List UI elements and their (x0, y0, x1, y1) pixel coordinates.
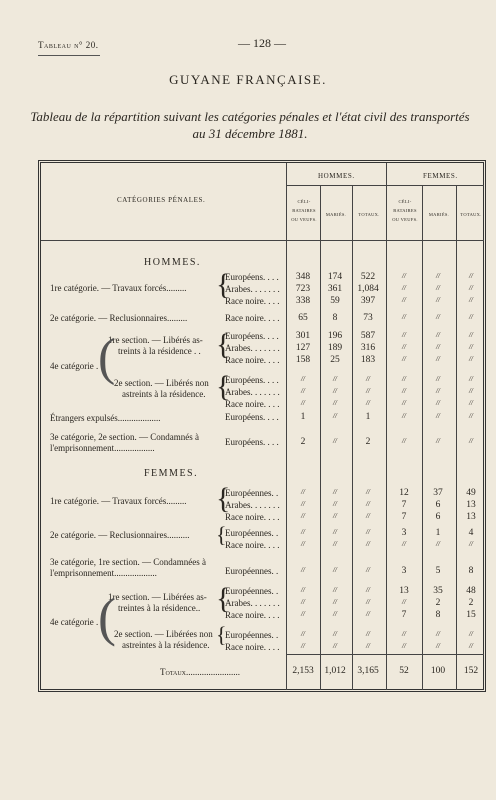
table-cell: // (366, 375, 370, 383)
brace: ( (98, 329, 116, 386)
table-cell: 25 (330, 355, 340, 365)
table-cell: // (436, 387, 440, 395)
row-ethnicity: Race noire. . . . (225, 642, 280, 652)
brace: { (216, 268, 231, 301)
table-cell: 1,084 (357, 284, 379, 294)
total-cell: 3,165 (357, 666, 379, 676)
table-cell: // (402, 387, 406, 395)
col-header-totaux-f: TOTAUX. (460, 212, 482, 217)
row-ethnicity: Européennes. . (225, 630, 279, 640)
table-cell: // (436, 642, 440, 650)
table-cell: 49 (466, 488, 476, 498)
row-ethnicity: Arabes. . . . . . . (225, 598, 280, 608)
table-cell: // (402, 412, 406, 420)
table-cell: 13 (466, 500, 476, 510)
table-cell: // (333, 512, 337, 520)
row-ethnicity: Arabes. . . . . . . (225, 284, 280, 294)
table-cell: // (402, 355, 406, 363)
row-ethnicity: Européens. . . . (225, 437, 279, 447)
table-cell: 59 (330, 296, 340, 306)
table-cell: 158 (295, 355, 311, 365)
table-cell: // (469, 642, 473, 650)
col-header-totaux-h: TOTAUX. (358, 212, 380, 217)
table-cell: // (436, 630, 440, 638)
table-cell: // (333, 375, 337, 383)
label-f-cat1: 1re catégorie. — Travaux forcés......... (50, 496, 187, 506)
table-cell: // (402, 630, 406, 638)
table-number: Tableau n° 20. (38, 40, 99, 50)
table-cell: // (333, 528, 337, 536)
table-cell: // (469, 355, 473, 363)
table-cell: // (402, 598, 406, 606)
table-cell: // (301, 540, 305, 548)
header-bottom-rule (41, 240, 484, 241)
table-cell: // (436, 284, 440, 292)
table-cell: // (333, 399, 337, 407)
table-cell: // (366, 399, 370, 407)
table-cell: // (469, 313, 473, 321)
table-cell: // (436, 313, 440, 321)
table-cell: // (301, 610, 305, 618)
table-cell: // (436, 540, 440, 548)
brace: ( (98, 587, 116, 647)
table-cell: // (333, 387, 337, 395)
table-cell: 13 (466, 512, 476, 522)
table-cell: 48 (466, 586, 476, 596)
table-cell: // (366, 598, 370, 606)
label-f-cat4: 4e catégorie . . (50, 617, 103, 627)
table-cell: // (436, 331, 440, 339)
table-cell: // (469, 387, 473, 395)
col-header-categories: CATÉGORIES PÉNALES. (117, 196, 206, 204)
table-cell: 1 (365, 412, 371, 422)
table-cell: 37 (433, 488, 443, 498)
brace: { (216, 582, 231, 615)
table-cell: // (366, 387, 370, 395)
table-cell: // (436, 296, 440, 304)
table-cell: 8 (435, 610, 441, 620)
label-h-cat4: 4e catégorie . . (50, 361, 103, 371)
table-cell: // (301, 566, 305, 574)
row-ethnicity: Arabes. . . . . . . (225, 343, 280, 353)
header-rule (286, 185, 484, 186)
table-cell: 8 (332, 313, 338, 323)
row-ethnicity: Européennes. . (225, 488, 279, 498)
table-cell: 127 (295, 343, 311, 353)
table-cell: 189 (327, 343, 343, 353)
table-cell: // (469, 343, 473, 351)
table-cell: 5 (435, 566, 441, 576)
row-ethnicity: Européens. . . . (225, 412, 279, 422)
table-cell: // (436, 375, 440, 383)
table-cell: // (333, 412, 337, 420)
label-h-cat4-s1b: treints à la résidence . . (118, 346, 201, 356)
col-header-femmes: FEMMES. (423, 172, 458, 180)
table-cell: // (366, 586, 370, 594)
table-cell: // (469, 630, 473, 638)
table-cell: // (301, 399, 305, 407)
table-cell: 35 (433, 586, 443, 596)
table-cell: 7 (401, 512, 407, 522)
table-cell: // (333, 566, 337, 574)
table-cell: 397 (360, 296, 376, 306)
table-cell: // (333, 586, 337, 594)
table-cell: // (402, 296, 406, 304)
table-cell: // (301, 488, 305, 496)
row-ethnicity: Race noire. . . . (225, 313, 280, 323)
label-h-cat4-s2b: astreints à la résidence. (122, 389, 206, 399)
table-cell: 15 (466, 610, 476, 620)
table-cell: // (402, 540, 406, 548)
label-h-cat3b: l'emprisonnement.................. (50, 443, 155, 453)
table-cell: 196 (327, 331, 343, 341)
section-hommes: HOMMES. (144, 257, 201, 268)
table-cell: 301 (295, 331, 311, 341)
table-cell: 8 (468, 566, 474, 576)
table-cell: // (469, 399, 473, 407)
col-divider (422, 186, 423, 690)
table-cell: // (366, 528, 370, 536)
col-header-celibataires-f: CÉLI-BATAIRES OU VEUFS. (392, 199, 418, 222)
table-cell: // (402, 272, 406, 280)
label-f-cat3a: 3e catégorie, 1re section. — Condamnées à (50, 557, 206, 567)
col-header-maries-f: MARIÉS. (428, 212, 450, 217)
table-cell: // (301, 528, 305, 536)
row-ethnicity: Race noire. . . . (225, 355, 280, 365)
table-cell: // (333, 630, 337, 638)
table-cell: // (366, 512, 370, 520)
row-ethnicity: Race noire. . . . (225, 399, 280, 409)
table-cell: // (301, 630, 305, 638)
table-cell: 587 (360, 331, 376, 341)
label-f-cat4-s1a: 1re section. — Libérées as- (108, 592, 207, 602)
table-cell: 348 (295, 272, 311, 282)
label-h-cat4-s1a: 1re section. — Libérés as- (108, 335, 203, 345)
table-subtitle: Tableau de la répartition suivant les catégories pénales et l'état civil des transportés au 31 décembre 1881. (30, 109, 470, 141)
page-title: GUYANE FRANÇAISE. (169, 72, 327, 87)
col-divider (386, 163, 387, 690)
row-ethnicity: Race noire. . . . (225, 610, 280, 620)
table-cell: 723 (295, 284, 311, 294)
table-cell: 1 (300, 412, 306, 422)
label-f-cat4-s2b: astreintes à la résidence. (122, 640, 210, 650)
table-cell: // (366, 630, 370, 638)
label-etrangers: Étrangers expulsés................... (50, 413, 161, 423)
table-cell: // (333, 500, 337, 508)
row-ethnicity: Race noire. . . . (225, 512, 280, 522)
table-cell: // (301, 500, 305, 508)
table-cell: 174 (327, 272, 343, 282)
table-cell: 13 (399, 586, 409, 596)
table-cell: // (366, 488, 370, 496)
table-cell: // (436, 412, 440, 420)
brace: { (216, 622, 227, 647)
table-cell: // (402, 343, 406, 351)
col-header-celibataires-h: CÉLI-BATAIRES OU VEUFS. (291, 199, 317, 222)
table-cell: 2 (365, 437, 371, 447)
table-cell: // (436, 355, 440, 363)
total-cell: 52 (399, 666, 409, 676)
table-cell: // (402, 284, 406, 292)
table-cell: 361 (327, 284, 343, 294)
row-ethnicity: Européennes. . (225, 528, 279, 538)
table-cell: // (333, 610, 337, 618)
col-header-maries-h: MARIÉS. (325, 212, 347, 217)
table-cell: // (402, 331, 406, 339)
row-ethnicity: Européennes. . (225, 586, 279, 596)
brace: { (216, 522, 227, 547)
section-femmes: FEMMES. (144, 468, 199, 479)
row-ethnicity: Arabes. . . . . . . (225, 500, 280, 510)
table-cell: // (436, 343, 440, 351)
table-cell: 7 (401, 500, 407, 510)
table-cell: // (366, 610, 370, 618)
table-cell: // (366, 642, 370, 650)
table-cell: // (402, 375, 406, 383)
table-cell: 2 (300, 437, 306, 447)
table-cell: // (436, 272, 440, 280)
label-h-cat1: 1re catégorie. — Travaux forcés......... (50, 283, 187, 293)
total-cell: 2,153 (292, 666, 314, 676)
header-rule (38, 55, 100, 56)
table-cell: 338 (295, 296, 311, 306)
total-cell: 100 (430, 666, 446, 676)
table-cell: // (402, 313, 406, 321)
label-f-cat3b: l'emprisonnement................... (50, 568, 157, 578)
row-ethnicity: Européens. . . . (225, 331, 279, 341)
label-totaux: Totaux........................ (160, 667, 241, 677)
row-ethnicity: Arabes. . . . . . . (225, 387, 280, 397)
table-cell: // (366, 500, 370, 508)
table-cell: // (402, 642, 406, 650)
table-cell: 522 (360, 272, 376, 282)
table-cell: // (469, 284, 473, 292)
table-cell: // (366, 540, 370, 548)
table-cell: 3 (401, 528, 407, 538)
table-cell: 12 (399, 488, 409, 498)
page-number: — 128 — (238, 36, 286, 50)
table-cell: 3 (401, 566, 407, 576)
row-ethnicity: Européennes. . (225, 566, 279, 576)
total-cell: 1,012 (324, 666, 346, 676)
label-f-cat4-s2a: 2e section. — Libérées non (114, 629, 213, 639)
table-cell: // (301, 387, 305, 395)
table-cell: // (469, 272, 473, 280)
total-cell: 152 (463, 666, 479, 676)
brace: { (216, 370, 231, 403)
table-cell: 7 (401, 610, 407, 620)
table-cell: // (333, 540, 337, 548)
label-h-cat3a: 3e catégorie, 2e section. — Condamnés à (50, 432, 199, 442)
table-cell: // (301, 598, 305, 606)
table-cell: // (436, 399, 440, 407)
col-header-hommes: HOMMES. (318, 172, 355, 180)
table-cell: 73 (363, 313, 373, 323)
col-divider (352, 186, 353, 690)
table-cell: // (301, 375, 305, 383)
label-f-cat2: 2e catégorie. — Reclusionnaires.......... (50, 530, 190, 540)
table-cell: // (301, 512, 305, 520)
table-cell: 1 (435, 528, 441, 538)
table-cell: 2 (435, 598, 441, 608)
table-cell: 4 (468, 528, 474, 538)
label-h-cat2: 2e catégorie. — Reclusionnaires......... (50, 313, 188, 323)
table-cell: // (469, 437, 473, 445)
row-ethnicity: Race noire. . . . (225, 540, 280, 550)
table-cell: 183 (360, 355, 376, 365)
table-cell: 2 (468, 598, 474, 608)
table-cell: // (469, 331, 473, 339)
table-cell: // (366, 566, 370, 574)
label-f-cat4-s1b: treintes à la résidence.. (118, 603, 201, 613)
table-cell: // (402, 399, 406, 407)
table-cell: // (333, 437, 337, 445)
table-cell: 65 (298, 313, 308, 323)
table-cell: // (333, 488, 337, 496)
totals-rule (286, 654, 484, 655)
row-ethnicity: Européens. . . . (225, 375, 279, 385)
col-divider (286, 163, 287, 690)
table-cell: 316 (360, 343, 376, 353)
table-cell: 6 (435, 500, 441, 510)
brace: { (216, 482, 231, 515)
table-cell: // (301, 586, 305, 594)
table-cell: // (469, 375, 473, 383)
table-cell: // (402, 437, 406, 445)
table-cell: // (469, 540, 473, 548)
table-cell: // (333, 642, 337, 650)
row-ethnicity: Race noire. . . . (225, 296, 280, 306)
table-cell: // (469, 296, 473, 304)
brace: { (216, 328, 231, 361)
label-h-cat4-s2a: 2e section. — Libérés non (114, 378, 209, 388)
table-cell: 6 (435, 512, 441, 522)
table-cell: // (436, 437, 440, 445)
table-cell: // (333, 598, 337, 606)
table-cell: // (301, 642, 305, 650)
table-cell: // (469, 412, 473, 420)
row-ethnicity: Européens. . . . (225, 272, 279, 282)
